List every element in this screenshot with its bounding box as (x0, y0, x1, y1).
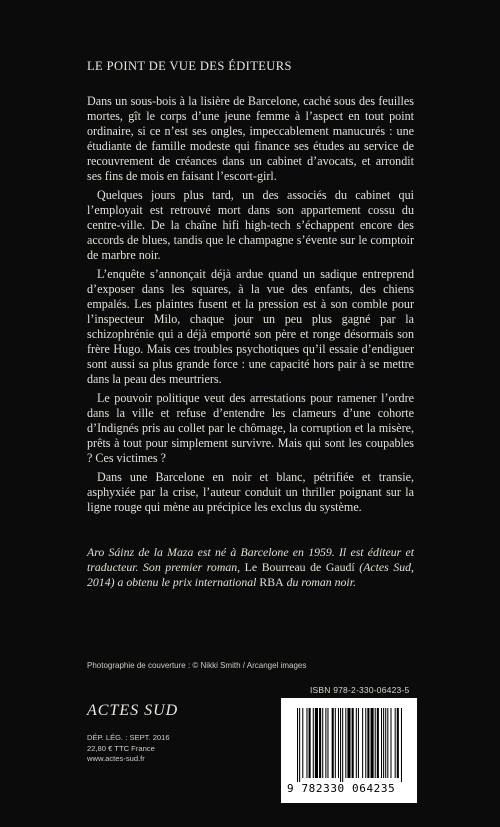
legal-info (87, 733, 170, 765)
bio-text: Aro Sáinz de la Maza est né à Barcelone en 1959. Il est éditeur et traducteur. Son premier roman, (87, 545, 414, 574)
price: 22,80 € TTC France (87, 743, 155, 753)
bio-book-title: Le Bourreau de Gaudí (244, 560, 355, 574)
blurb-body (87, 94, 414, 515)
blurb-paragraph: Le pouvoir politique veut des arrestations pour ramener l’ordre dans la ville et refuse d’entendre les clameurs d’une cohorte d’Indignés pris au collet par le chômage, la corruption et la misère, prêts à tout pour simplement survivre. Mais qui sont les coupables ? Ces victimes ? (87, 391, 414, 465)
blurb-paragraph: Dans une Barcelone en noir et blanc, pétrifiée et transie, asphyxiée par la crise, l’auteur conduit un thriller poignant sur la ligne rouge qui mène au précipice les exclus du système. (87, 470, 414, 514)
photo-credit: Photographie de couverture : © Nikki Smith / Arcangel images (87, 661, 307, 670)
barcode (281, 698, 417, 803)
bio-prize-name: RBA (259, 575, 284, 589)
section-heading: LE POINT DE VUE DES ÉDITEURS (87, 59, 292, 73)
blurb-paragraph: Dans un sous-bois à la lisière de Barcelone, caché sous des feuilles mortes, gît le corps d’une jeune femme à l’aspect en tout point ordinaire, si ce n’est ses ongles, impeccablement manucurés : une étudiante de famille modeste qui finance ses études au service de recouvrement de créances dans un cabinet d’avocats, et arrondit ses fins de mois en faisant l’escort-girl. (87, 94, 414, 183)
publisher-logo: ACTES SUD (87, 702, 179, 719)
blurb-paragraph: Quelques jours plus tard, un des associés du cabinet qui l’employait est retrouvé mort dans son appartement cossu du centre-ville. De la chaîne hifi high-tech s’échappent encore des accords de blues, tandis que le champagne s’évente sur le comptoir de marbre noir. (87, 188, 414, 262)
author-bio (87, 545, 414, 590)
legal-deposit: DÉP. LÉG. : SEPT. 2016 (87, 733, 170, 742)
barcode-digits: 9 782330 064235 (287, 782, 396, 795)
website: www.actes-sud.fr (87, 754, 145, 763)
isbn-label: ISBN 978-2-330-06423-5 (310, 685, 410, 695)
barcode-bars (297, 708, 403, 782)
bio-text: (Actes Sud, 2014) a obtenu le prix international (87, 560, 414, 589)
bio-text: du roman noir. (283, 575, 356, 589)
blurb-paragraph: L’enquête s’annonçait déjà ardue quand un sadique entreprend d’exposer dans les squares, à la vue des enfants, des chiens empalés. Les plaintes fusent et la pression est à son comble pour l’inspecteur Milo, chaque jour un peu plus gagné par la schizophrénie qui a déjà emporté son père et ronge désormais son frère Hugo. Mais ces troubles psychotiques qu’il essaie d’endiguer sont aussi sa plus grande force : une capacité hors pair à se mettre dans la peau des meurtriers. (87, 267, 414, 386)
